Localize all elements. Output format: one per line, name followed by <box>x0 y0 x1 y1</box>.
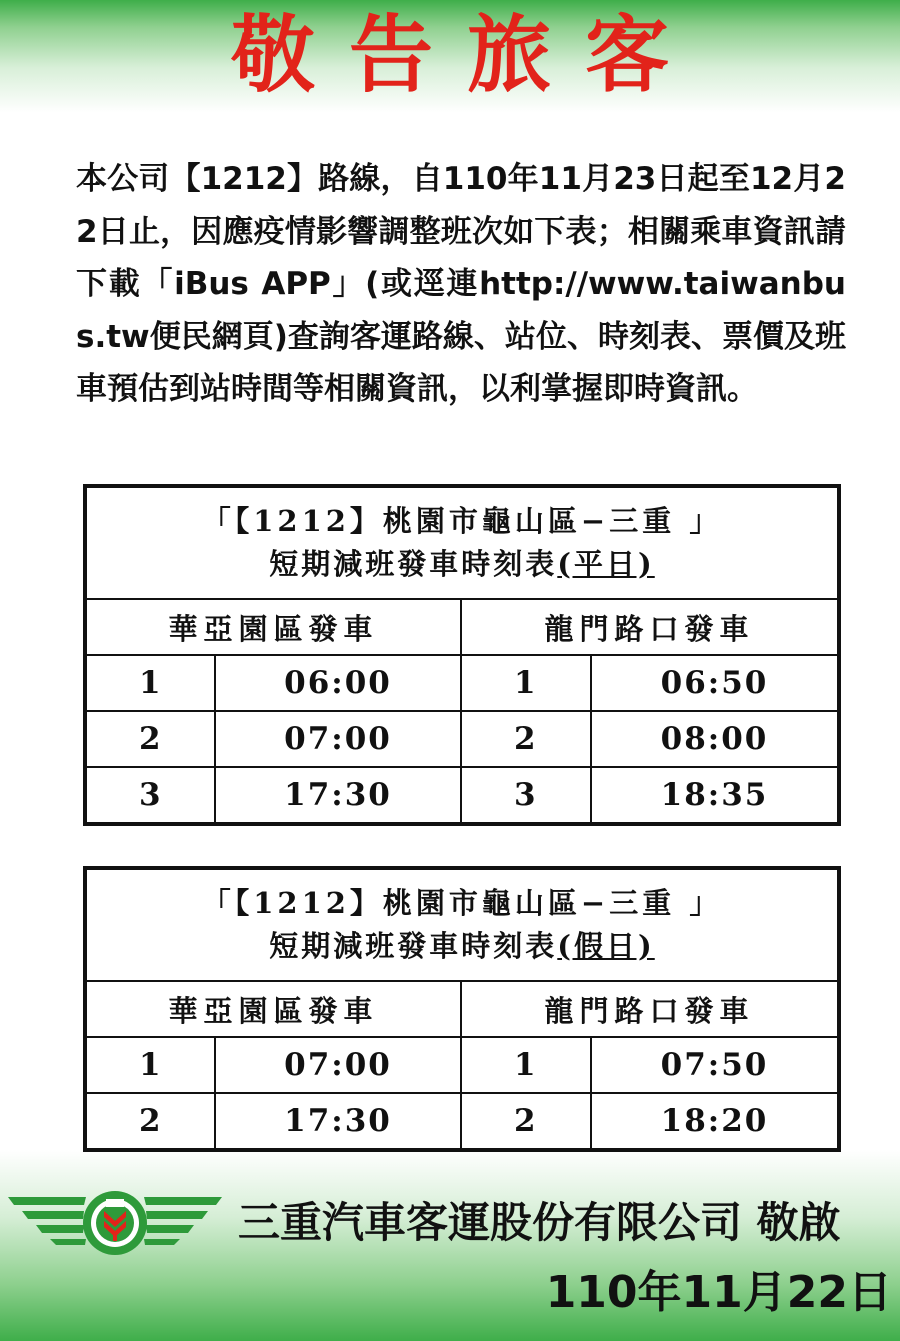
timetable-title <box>85 868 839 981</box>
notice-body: 本公司【1212】路線，自110年11月23日起至12月22日止，因應疫情影響調整班次如下表；相關乘車資訊請下載「iBus APP」(或逕連http://www.taiwanbus.tw便民網頁)查詢客運路線、站位、時刻表、票價及班車預估到站時間等相關資訊，以利掌握即時資訊。 <box>76 161 846 407</box>
right-trip-number: 2 <box>461 1093 591 1150</box>
left-trip-number: 1 <box>85 655 215 711</box>
left-departure-time: 17:30 <box>215 1093 461 1150</box>
notice-headline: 敬告旅客 <box>230 6 703 104</box>
right-departure-time: 06:50 <box>591 655 839 711</box>
left-trip-number: 2 <box>85 1093 215 1150</box>
left-departure-header: 華亞園區發車 <box>85 599 461 655</box>
table-row <box>85 1037 839 1093</box>
right-trip-number: 2 <box>461 711 591 767</box>
right-departure-time: 07:50 <box>591 1037 839 1093</box>
left-trip-number: 3 <box>85 767 215 824</box>
timetable-title <box>85 486 839 599</box>
right-departure-header: 龍門路口發車 <box>461 599 839 655</box>
right-trip-number: 1 <box>461 655 591 711</box>
left-departure-time: 07:00 <box>215 711 461 767</box>
right-departure-time: 08:00 <box>591 711 839 767</box>
timetable-route-line: 「【1212】桃園市龜山區−三重 」 <box>201 504 723 538</box>
weekday-timetable <box>83 484 841 826</box>
left-departure-header: 華亞園區發車 <box>85 981 461 1037</box>
company-signature: 三重汽車客運股份有限公司 敬啟 <box>238 1198 841 1247</box>
left-departure-time: 17:30 <box>215 767 461 824</box>
right-departure-time: 18:20 <box>591 1093 839 1150</box>
holiday-timetable <box>83 866 841 1152</box>
left-trip-number: 2 <box>85 711 215 767</box>
right-trip-number: 3 <box>461 767 591 824</box>
table-row <box>85 655 839 711</box>
table-row <box>85 767 839 824</box>
left-departure-time: 07:00 <box>215 1037 461 1093</box>
left-departure-time: 06:00 <box>215 655 461 711</box>
company-logo-icon <box>8 1187 222 1259</box>
right-departure-time: 18:35 <box>591 767 839 824</box>
timetable-subtitle: 短期減班發車時刻表 <box>269 547 558 581</box>
right-trip-number: 1 <box>461 1037 591 1093</box>
left-trip-number: 1 <box>85 1037 215 1093</box>
notice-date: 110年11月22日 <box>545 1267 892 1318</box>
timetable-route-line: 「【1212】桃園市龜山區−三重 」 <box>201 886 723 920</box>
table-row <box>85 1093 839 1150</box>
timetable-subtitle: 短期減班發車時刻表 <box>269 929 558 963</box>
timetable-day-label: (平日) <box>557 547 655 581</box>
right-departure-header: 龍門路口發車 <box>461 981 839 1037</box>
timetable-day-label: (假日) <box>557 929 655 963</box>
table-row <box>85 711 839 767</box>
